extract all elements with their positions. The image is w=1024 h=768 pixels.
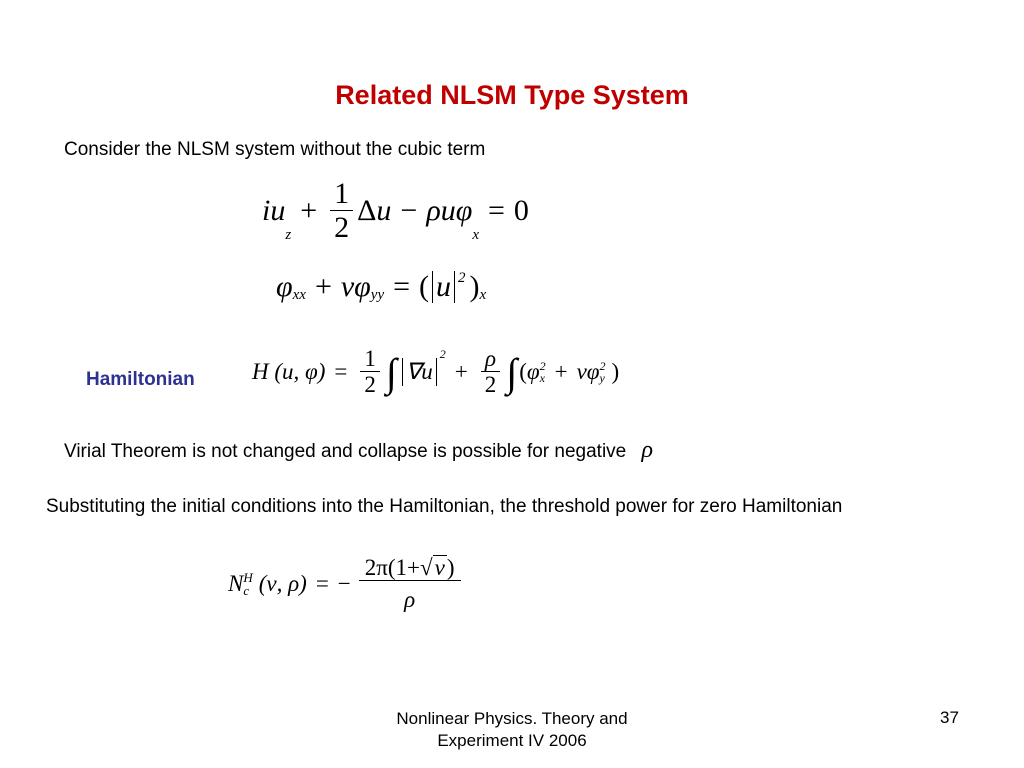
eq4-N: N: [228, 570, 244, 596]
eq2-sub-yy: yy: [370, 287, 385, 303]
eq4-sqrt-sym: √: [420, 555, 433, 580]
equation-threshold-power: [228, 555, 465, 612]
eq3-nu-phi-sub-y: y: [599, 371, 605, 386]
equation-schrodinger: [262, 178, 529, 244]
virial-sentence: Virial Theorem is not changed and collapse is possible for negative: [64, 441, 627, 462]
eq3-plus: +: [454, 359, 468, 385]
intro-text: Consider the NLSM system without the cubic term: [64, 139, 486, 160]
eq3-abs-right: [436, 358, 437, 386]
eq1-rho-u-phi: ρuφ: [426, 193, 473, 227]
eq3-nu-phi-scripts: [600, 360, 606, 384]
eq3-lparen: (: [519, 359, 527, 385]
eq3-num1: 1: [360, 347, 380, 372]
equation-hamiltonian: [252, 347, 619, 397]
eq4-sqrt-nu: ν: [434, 555, 445, 580]
eq1-sub-x: x: [472, 226, 479, 243]
eq1-fraction: [330, 178, 353, 244]
virial-rho-symbol: ρ: [641, 437, 654, 463]
eq1-minus: −: [400, 193, 418, 227]
eq2-sup-2: 2: [458, 270, 466, 286]
eq3-equals: =: [334, 359, 348, 385]
slide-title: Related NLSM Type System: [335, 80, 689, 110]
equation-poisson: [276, 270, 486, 304]
eq4-minus: −: [337, 570, 351, 596]
eq2-u: u: [436, 270, 452, 303]
eq3-plus-2: +: [554, 359, 568, 385]
eq1-equals: =: [488, 193, 505, 227]
eq2-abs-left: [432, 271, 433, 303]
eq1-den: 2: [334, 210, 350, 244]
eq4-N-scripts: [243, 571, 252, 597]
eq3-nu-phi: νφ: [576, 359, 600, 385]
eq2-phi: φ: [276, 270, 293, 303]
hamiltonian-label: Hamiltonian: [86, 369, 195, 390]
eq3-sup-2: 2: [439, 347, 446, 361]
eq4-den: ρ: [404, 587, 416, 613]
eq3-fraction-2: [481, 347, 501, 397]
eq3-nu-phi-sup: 2: [599, 359, 606, 374]
eq4-sup-H: H: [243, 569, 253, 585]
eq3-phi: φ: [526, 359, 540, 385]
eq1-plus: +: [300, 193, 318, 227]
eq4-equals: =: [315, 570, 329, 596]
eq1-num: 1: [330, 178, 353, 211]
eq1-iu: iu: [262, 193, 286, 227]
eq2-equals: =: [393, 270, 411, 303]
page-number: 37: [940, 708, 959, 727]
eq2-sub-xx: xx: [292, 287, 306, 303]
eq4-args: (ν, ρ): [258, 570, 307, 596]
eq3-integral-2: ∫: [506, 349, 518, 395]
footer-line-1: Nonlinear Physics. Theory and: [396, 709, 628, 728]
eq3-phi-scripts: [540, 360, 546, 384]
eq3-abs-left: [402, 358, 403, 386]
eq3-den1: 2: [364, 372, 376, 398]
eq2-lparen: (: [419, 270, 430, 303]
eq1-sub-z: z: [285, 226, 292, 243]
footer-line-2: Experiment IV 2006: [437, 731, 587, 750]
footer: [352, 708, 672, 752]
eq3-lhs: H (u, φ): [252, 359, 326, 385]
eq2-abs-right: [454, 271, 455, 303]
eq1-u: u: [376, 193, 392, 227]
eq4-num-post: ): [446, 555, 455, 580]
eq3-nabla-u: ∇u: [405, 359, 433, 385]
eq3-phi-sup: 2: [539, 359, 546, 374]
eq3-integral-1: ∫: [385, 349, 397, 395]
eq4-sqrt: [420, 555, 447, 580]
eq3-phi-sub-x: x: [539, 371, 545, 386]
eq2-sub-x: x: [479, 287, 487, 303]
eq2-rparen: ): [469, 270, 480, 303]
substitute-text: Substituting the initial conditions into the Hamiltonian, the threshold power for zero Hamiltonian: [46, 496, 843, 517]
eq1-zero: 0: [513, 193, 529, 227]
eq4-fraction: [359, 555, 461, 612]
virial-text: [64, 437, 653, 464]
eq1-delta: Δ: [357, 193, 377, 227]
eq3-rparen: ): [611, 359, 620, 385]
eq3-num2: ρ: [481, 347, 500, 372]
eq4-numerator: [359, 555, 461, 581]
eq3-fraction-1: [360, 347, 380, 397]
eq2-nu-phi: νφ: [340, 270, 371, 303]
eq3-den2: 2: [484, 372, 497, 398]
eq4-num-pre: 2π(1+: [364, 555, 421, 580]
eq2-plus: +: [314, 270, 332, 303]
eq4-sub-c: c: [243, 582, 250, 598]
